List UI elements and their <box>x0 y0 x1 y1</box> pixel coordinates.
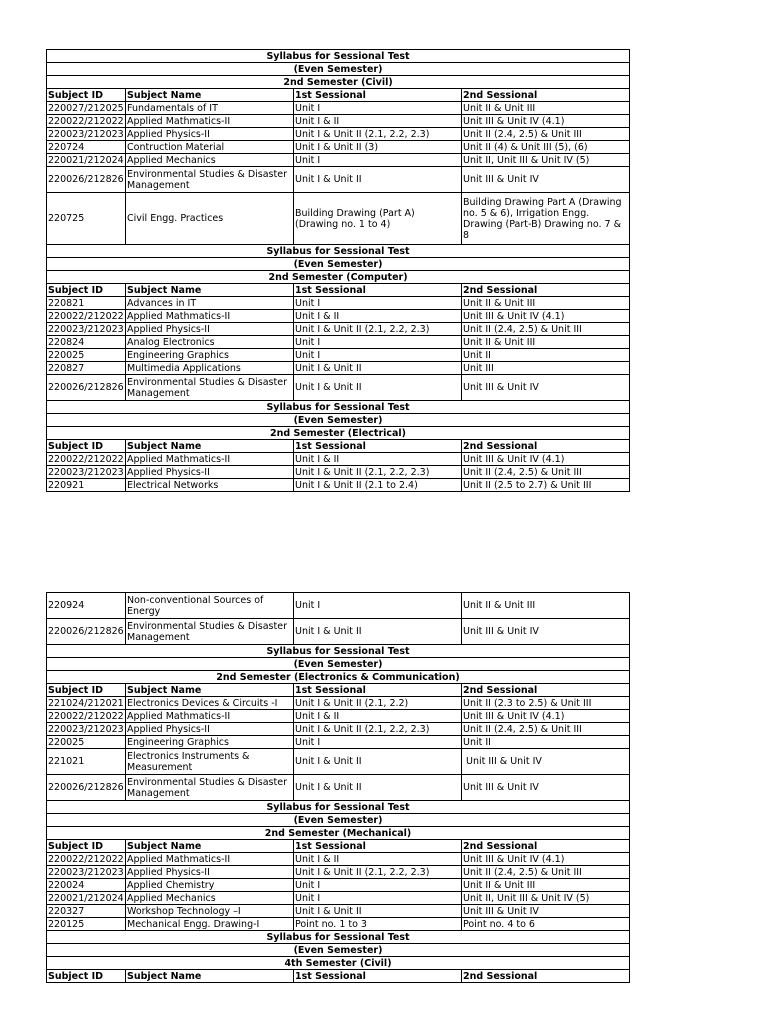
cell-subject-name: Applied Mathmatics-II <box>126 710 294 723</box>
cell-1st-sessional: Unit I <box>294 593 462 619</box>
cell-2nd-sessional: Unit II, Unit III & Unit IV (5) <box>462 154 630 167</box>
cell-subject-name: Applied Mechanics <box>126 892 294 905</box>
cell-1st-sessional: Unit I & II <box>294 710 462 723</box>
cell-subject-id: 220022/212022 <box>48 310 124 322</box>
cell-subject-id: 220026/212826 <box>47 775 126 801</box>
cell-1st-sessional: Unit I <box>294 154 462 167</box>
cell-subject-id: 220023/212023 <box>48 323 124 335</box>
table-row <box>47 479 630 492</box>
cell-subject-name: Engineering Graphics <box>126 736 294 749</box>
cell-subject-id: 220724 <box>47 141 126 154</box>
table-row <box>47 102 630 115</box>
column-header-row <box>47 284 630 297</box>
cell-subject-id: 220024 <box>47 879 126 892</box>
cell-subject-id: 220921 <box>47 479 126 492</box>
cell-2nd-sessional: Unit II (2.4, 2.5) & Unit III <box>462 466 630 479</box>
cell-subject-name: Electronics Devices & Circuits -I <box>126 697 294 710</box>
section-title: Syllabus for Sessional Test <box>47 801 630 814</box>
cell-subject-id: 220821 <box>47 297 126 310</box>
cell-subject-name: Contruction Material <box>126 141 294 154</box>
table-row <box>47 297 630 310</box>
cell-2nd-sessional: Unit II & Unit III <box>462 297 630 310</box>
table-row <box>47 697 630 710</box>
cell-2nd-sessional: Building Drawing Part A (Drawing no. 5 & 6), Irrigation Engg. Drawing (Part-B) Drawing no. 7 & 8 <box>462 193 630 245</box>
cell-subject-id: 220023/212023 <box>48 723 124 735</box>
cell-subject-name: Electronics Instruments & Measurement <box>126 749 294 775</box>
col-subject-name: Subject Name <box>126 284 294 297</box>
col-subject-id: Subject ID <box>47 89 126 102</box>
section-subtitle: (Even Semester) <box>47 414 630 427</box>
table-row <box>47 115 630 128</box>
col-subject-id: Subject ID <box>47 840 126 853</box>
cell-subject-name: Environmental Studies & Disaster Management <box>126 619 294 645</box>
col-subject-id: Subject ID <box>47 284 126 297</box>
cell-subject-id: 220021/212024 <box>48 154 124 166</box>
cell-subject-name: Workshop Technology –I <box>126 905 294 918</box>
table-row <box>47 141 630 154</box>
semester-heading: 2nd Semester (Computer) <box>47 271 630 284</box>
col-2nd-sessional: 2nd Sessional <box>462 684 630 697</box>
cell-subject-id: 220023/212023 <box>48 866 124 878</box>
cell-2nd-sessional: Unit II (2.4, 2.5) & Unit III <box>462 323 630 336</box>
column-header-row <box>47 970 630 983</box>
table-row <box>47 167 630 193</box>
cell-subject-name: Non-conventional Sources of Energy <box>126 593 294 619</box>
cell-1st-sessional: Unit I <box>294 102 462 115</box>
cell-1st-sessional: Unit I & Unit II (2.1, 2.2, 2.3) <box>294 866 462 879</box>
table-row <box>47 710 630 723</box>
section-title: Syllabus for Sessional Test <box>47 931 630 944</box>
cell-1st-sessional: Unit I & II <box>294 453 462 466</box>
cell-2nd-sessional: Unit II <box>462 349 630 362</box>
col-subject-id: Subject ID <box>47 970 126 983</box>
table-row <box>47 193 630 245</box>
table-row <box>47 323 630 336</box>
column-header-row <box>47 440 630 453</box>
cell-subject-name: Applied Physics-II <box>126 723 294 736</box>
sheet-page-2 <box>46 592 629 983</box>
cell-subject-id: 221021 <box>47 749 126 775</box>
table-row <box>47 128 630 141</box>
cell-subject-id: 220023/212023 <box>48 128 124 140</box>
col-2nd-sessional: 2nd Sessional <box>462 970 630 983</box>
cell-2nd-sessional: Unit II <box>462 736 630 749</box>
cell-2nd-sessional: Unit III & Unit IV <box>462 619 630 645</box>
cell-subject-name: Civil Engg. Practices <box>126 193 294 245</box>
cell-1st-sessional: Unit I & Unit II (2.1, 2.2) <box>294 697 462 710</box>
col-2nd-sessional: 2nd Sessional <box>462 89 630 102</box>
table-row <box>47 749 630 775</box>
col-subject-name: Subject Name <box>126 440 294 453</box>
cell-subject-id: 220026/212826 <box>47 167 126 193</box>
cell-2nd-sessional: Unit III & Unit IV (4.1) <box>462 853 630 866</box>
cell-2nd-sessional: Unit II (2.4, 2.5) & Unit III <box>462 128 630 141</box>
cell-subject-name: Mechanical Engg. Drawing-I <box>126 918 294 931</box>
cell-subject-id: 220022/212022 <box>48 115 124 127</box>
cell-subject-name: Analog Electronics <box>126 336 294 349</box>
cell-1st-sessional: Unit I <box>294 892 462 905</box>
section-title: Syllabus for Sessional Test <box>47 401 630 414</box>
table-row <box>47 736 630 749</box>
cell-subject-id: 220025 <box>47 736 126 749</box>
col-subject-id: Subject ID <box>47 684 126 697</box>
cell-subject-name: Fundamentals of IT <box>126 102 294 115</box>
table-row <box>47 879 630 892</box>
semester-heading: 2nd Semester (Civil) <box>47 76 630 89</box>
cell-2nd-sessional: Unit III & Unit IV <box>462 905 630 918</box>
cell-2nd-sessional: Unit III & Unit IV (4.1) <box>462 710 630 723</box>
table-row <box>47 154 630 167</box>
cell-subject-name: Environmental Studies & Disaster Management <box>126 775 294 801</box>
cell-1st-sessional: Unit I & Unit II <box>294 167 462 193</box>
cell-subject-id: 220026/212826 <box>47 375 126 401</box>
table-row <box>47 593 630 619</box>
semester-heading: 2nd Semester (Electronics & Communication) <box>47 671 630 684</box>
cell-2nd-sessional: Unit II (2.4, 2.5) & Unit III <box>462 723 630 736</box>
cell-2nd-sessional: Unit II (2.3 to 2.5) & Unit III <box>462 697 630 710</box>
cell-subject-id: 220725 <box>47 193 126 245</box>
section-subtitle: (Even Semester) <box>47 814 630 827</box>
cell-subject-name: Applied Physics-II <box>126 323 294 336</box>
cell-1st-sessional: Unit I <box>294 736 462 749</box>
cell-1st-sessional: Unit I & Unit II (2.1, 2.2, 2.3) <box>294 466 462 479</box>
cell-1st-sessional: Unit I <box>294 349 462 362</box>
section-title: Syllabus for Sessional Test <box>47 245 630 258</box>
cell-1st-sessional: Unit I <box>294 336 462 349</box>
cell-subject-id: 220827 <box>47 362 126 375</box>
cell-1st-sessional: Building Drawing (Part A) (Drawing no. 1 to 4) <box>294 193 462 245</box>
cell-2nd-sessional: Unit III & Unit IV <box>462 375 630 401</box>
semester-heading: 2nd Semester (Electrical) <box>47 427 630 440</box>
cell-subject-name: Environmental Studies & Disaster Management <box>126 375 294 401</box>
table-row <box>47 892 630 905</box>
cell-subject-name: Applied Mechanics <box>126 154 294 167</box>
cell-2nd-sessional: Unit II & Unit III <box>462 102 630 115</box>
cell-1st-sessional: Unit I & Unit II (2.1 to 2.4) <box>294 479 462 492</box>
table-row <box>47 362 630 375</box>
cell-subject-id: 220022/212022 <box>48 853 124 865</box>
table-row <box>47 723 630 736</box>
cell-1st-sessional: Unit I <box>294 879 462 892</box>
col-2nd-sessional: 2nd Sessional <box>462 840 630 853</box>
col-subject-name: Subject Name <box>126 840 294 853</box>
cell-subject-name: Advances in IT <box>126 297 294 310</box>
section-subtitle: (Even Semester) <box>47 658 630 671</box>
column-header-row <box>47 840 630 853</box>
col-subject-name: Subject Name <box>126 684 294 697</box>
cell-1st-sessional: Unit I & II <box>294 115 462 128</box>
cell-1st-sessional: Unit I & II <box>294 310 462 323</box>
cell-subject-id: 220022/212022 <box>48 710 124 722</box>
cell-subject-id: 220026/212826 <box>47 619 126 645</box>
cell-1st-sessional: Unit I & Unit II <box>294 775 462 801</box>
table-row <box>47 775 630 801</box>
col-1st-sessional: 1st Sessional <box>294 440 462 453</box>
col-subject-name: Subject Name <box>126 970 294 983</box>
cell-1st-sessional: Unit I & Unit II (2.1, 2.2, 2.3) <box>294 723 462 736</box>
cell-subject-name: Applied Mathmatics-II <box>126 115 294 128</box>
cell-subject-name: Engineering Graphics <box>126 349 294 362</box>
semester-heading: 4th Semester (Civil) <box>47 957 630 970</box>
col-1st-sessional: 1st Sessional <box>294 840 462 853</box>
table-row <box>47 905 630 918</box>
section-subtitle: (Even Semester) <box>47 258 630 271</box>
cell-subject-name: Multimedia Applications <box>126 362 294 375</box>
col-2nd-sessional: 2nd Sessional <box>462 284 630 297</box>
col-1st-sessional: 1st Sessional <box>294 684 462 697</box>
cell-subject-id: 220824 <box>47 336 126 349</box>
cell-subject-name: Applied Mathmatics-II <box>126 453 294 466</box>
cell-1st-sessional: Unit I & Unit II <box>294 619 462 645</box>
col-1st-sessional: 1st Sessional <box>294 89 462 102</box>
cell-1st-sessional: Unit I & Unit II <box>294 749 462 775</box>
table-row <box>47 375 630 401</box>
table-row <box>47 918 630 931</box>
cell-2nd-sessional: Unit II & Unit III <box>462 593 630 619</box>
cell-2nd-sessional: Unit II (4) & Unit III (5), (6) <box>462 141 630 154</box>
table-row <box>47 453 630 466</box>
cell-subject-id: 220027/212025 <box>48 102 124 114</box>
cell-1st-sessional: Unit I & Unit II <box>294 375 462 401</box>
cell-2nd-sessional: Unit III & Unit IV (4.1) <box>462 310 630 323</box>
syllabus-table-page-1 <box>46 49 630 492</box>
cell-2nd-sessional: Unit II (2.4, 2.5) & Unit III <box>462 866 630 879</box>
cell-2nd-sessional: Unit III & Unit IV <box>462 167 630 193</box>
cell-subject-id: 220924 <box>47 593 126 619</box>
section-subtitle: (Even Semester) <box>47 63 630 76</box>
cell-subject-name: Applied Chemistry <box>126 879 294 892</box>
cell-2nd-sessional: Unit III & Unit IV <box>462 749 630 775</box>
table-row <box>47 619 630 645</box>
cell-1st-sessional: Point no. 1 to 3 <box>294 918 462 931</box>
cell-subject-name: Applied Mathmatics-II <box>126 853 294 866</box>
cell-1st-sessional: Unit I & Unit II (2.1, 2.2, 2.3) <box>294 323 462 336</box>
cell-subject-id: 220025 <box>47 349 126 362</box>
sheet-page-1 <box>46 49 629 492</box>
cell-1st-sessional: Unit I & II <box>294 853 462 866</box>
cell-subject-id: 221024/212021 <box>48 697 124 709</box>
cell-subject-name: Applied Physics-II <box>126 466 294 479</box>
table-row <box>47 349 630 362</box>
column-header-row <box>47 684 630 697</box>
table-row <box>47 336 630 349</box>
table-row <box>47 310 630 323</box>
cell-2nd-sessional: Unit III & Unit IV (4.1) <box>462 453 630 466</box>
section-title: Syllabus for Sessional Test <box>47 50 630 63</box>
cell-2nd-sessional: Unit II & Unit III <box>462 879 630 892</box>
cell-subject-name: Environmental Studies & Disaster Management <box>126 167 294 193</box>
col-1st-sessional: 1st Sessional <box>294 970 462 983</box>
semester-heading: 2nd Semester (Mechanical) <box>47 827 630 840</box>
cell-1st-sessional: Unit I & Unit II <box>294 905 462 918</box>
cell-1st-sessional: Unit I & Unit II <box>294 362 462 375</box>
section-title: Syllabus for Sessional Test <box>47 645 630 658</box>
cell-2nd-sessional: Unit III & Unit IV <box>462 775 630 801</box>
cell-subject-id: 220125 <box>47 918 126 931</box>
section-subtitle: (Even Semester) <box>47 944 630 957</box>
cell-2nd-sessional: Unit II & Unit III <box>462 336 630 349</box>
cell-subject-name: Electrical Networks <box>126 479 294 492</box>
cell-2nd-sessional: Unit III <box>462 362 630 375</box>
cell-subject-id: 220023/212023 <box>48 466 124 478</box>
table-row <box>47 853 630 866</box>
cell-subject-id: 220021/212024 <box>48 892 124 904</box>
col-subject-id: Subject ID <box>47 440 126 453</box>
cell-subject-name: Applied Mathmatics-II <box>126 310 294 323</box>
cell-2nd-sessional: Unit II, Unit III & Unit IV (5) <box>462 892 630 905</box>
column-header-row <box>47 89 630 102</box>
cell-subject-id: 220022/212022 <box>48 453 124 465</box>
table-row <box>47 466 630 479</box>
col-2nd-sessional: 2nd Sessional <box>462 440 630 453</box>
col-1st-sessional: 1st Sessional <box>294 284 462 297</box>
syllabus-table-page-2 <box>46 592 630 983</box>
col-subject-name: Subject Name <box>126 89 294 102</box>
cell-subject-id: 220327 <box>47 905 126 918</box>
cell-2nd-sessional: Point no. 4 to 6 <box>462 918 630 931</box>
cell-2nd-sessional: Unit III & Unit IV (4.1) <box>462 115 630 128</box>
cell-2nd-sessional: Unit II (2.5 to 2.7) & Unit III <box>462 479 630 492</box>
cell-1st-sessional: Unit I & Unit II (3) <box>294 141 462 154</box>
cell-subject-name: Applied Physics-II <box>126 128 294 141</box>
table-row <box>47 866 630 879</box>
cell-subject-name: Applied Physics-II <box>126 866 294 879</box>
cell-1st-sessional: Unit I & Unit II (2.1, 2.2, 2.3) <box>294 128 462 141</box>
cell-1st-sessional: Unit I <box>294 297 462 310</box>
